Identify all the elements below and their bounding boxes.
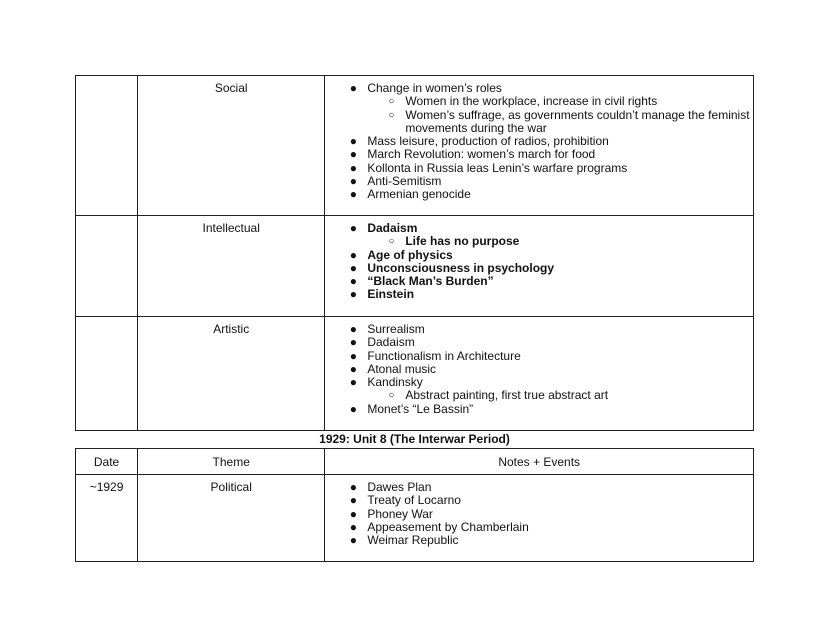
sub-list-item: ○ Abstract painting, first true abstract art	[388, 388, 609, 403]
bullet-icon: ●	[349, 361, 357, 376]
list-item: ● Treaty of Locarno	[349, 493, 461, 508]
bullet-icon: ●	[349, 375, 357, 390]
bullet-icon: ●	[349, 81, 357, 95]
table-row	[76, 216, 754, 317]
bullet-icon: ●	[349, 260, 357, 275]
table-row	[76, 317, 754, 431]
column-header-date: Date	[76, 449, 138, 475]
bullet-icon: ●	[349, 274, 357, 289]
bullet-icon: ●	[349, 247, 357, 262]
notes-table-unit-8	[75, 448, 754, 562]
notes-cell	[325, 76, 754, 216]
notes-cell	[325, 317, 754, 431]
list-item: ● Anti-Semitism	[349, 174, 442, 189]
column-header-theme: Theme	[138, 449, 325, 475]
notes-list	[325, 82, 753, 202]
sub-list	[367, 95, 753, 135]
list-item: ● Dadaism	[349, 335, 415, 350]
list-item: ● Kollonta in Russia leas Lenin’s warfare programs	[349, 160, 628, 175]
hollow-bullet-icon: ○	[388, 109, 395, 121]
bullet-icon: ●	[349, 480, 357, 494]
list-item: ● Functionalism in Architecture	[349, 348, 521, 363]
list-item: ● March Revolution: women’s march for food	[349, 147, 596, 162]
list-item: ● Phoney War	[349, 506, 433, 521]
list-item: ● Armenian genocide	[349, 187, 471, 202]
hollow-bullet-icon: ○	[388, 96, 395, 108]
bullet-icon: ●	[349, 221, 357, 235]
hollow-bullet-icon: ○	[388, 390, 395, 402]
notes-table-continued	[75, 75, 754, 431]
bullet-icon: ●	[349, 533, 357, 548]
table-row	[76, 475, 754, 562]
list-item: ● Weimar Republic	[349, 533, 459, 548]
notes-list	[325, 323, 753, 416]
sub-list-item: ○ Life has no purpose	[388, 234, 520, 249]
date-cell	[76, 216, 138, 317]
bullet-icon: ●	[349, 174, 357, 189]
section-title: 1929: Unit 8 (The Interwar Period)	[319, 432, 510, 446]
bullet-icon: ●	[349, 335, 357, 350]
date-cell	[76, 317, 138, 431]
notes-list	[325, 222, 753, 302]
bullet-icon: ●	[349, 147, 357, 162]
column-header-notes: Notes + Events	[325, 449, 754, 475]
theme-cell: Political	[138, 475, 325, 562]
list-item: ● Dawes Plan	[349, 480, 432, 494]
bullet-icon: ●	[349, 348, 357, 363]
notes-list	[325, 481, 753, 547]
list-item: ● Kandinsky ○ Abstract painting, first true abstract art	[367, 376, 753, 403]
sub-list	[367, 235, 753, 248]
table-header-row	[76, 449, 754, 475]
bullet-icon: ●	[349, 401, 357, 416]
list-item: ● “Black Man’s Burden”	[349, 274, 494, 289]
sub-list-item: ○ Women in the workplace, increase in civil rights	[388, 94, 658, 109]
bullet-icon: ●	[349, 187, 357, 202]
bullet-icon: ●	[349, 322, 357, 336]
notes-cell	[325, 216, 754, 317]
list-item: ● Change in women’s roles ○ Women in the workplace, increase in civil rights ○ Women’s suffrage, as governments couldn’t manage the feminist movements during the war	[367, 82, 753, 135]
bullet-icon: ●	[349, 287, 357, 302]
theme-cell: Social	[138, 76, 325, 216]
bullet-icon: ●	[349, 160, 357, 175]
list-item: ● Age of physics	[349, 247, 453, 262]
notes-cell	[325, 475, 754, 562]
date-cell	[76, 76, 138, 216]
list-item: ● Appeasement by Chamberlain	[349, 519, 529, 534]
list-item: ● Monet’s “Le Bassin”	[349, 401, 474, 416]
bullet-icon: ●	[349, 134, 357, 149]
list-item: ● Dadaism ○ Life has no purpose	[367, 222, 753, 249]
sub-list-item: ○ Women’s suffrage, as governments couldn’t manage the feminist movements during the war	[388, 107, 750, 135]
date-cell: ~1929	[76, 475, 138, 562]
list-item: ● Unconsciousness in psychology	[349, 260, 555, 275]
theme-cell: Artistic	[138, 317, 325, 431]
table-row	[76, 76, 754, 216]
list-item: ● Mass leisure, production of radios, prohibition	[349, 134, 609, 149]
bullet-icon: ●	[349, 506, 357, 521]
list-item: ● Surrealism	[349, 322, 425, 336]
bullet-icon: ●	[349, 493, 357, 508]
bullet-icon: ●	[349, 519, 357, 534]
list-item: ● Atonal music	[349, 361, 437, 376]
sub-list	[367, 389, 753, 402]
theme-cell: Intellectual	[138, 216, 325, 317]
hollow-bullet-icon: ○	[388, 236, 395, 248]
list-item: ● Einstein	[349, 287, 415, 302]
